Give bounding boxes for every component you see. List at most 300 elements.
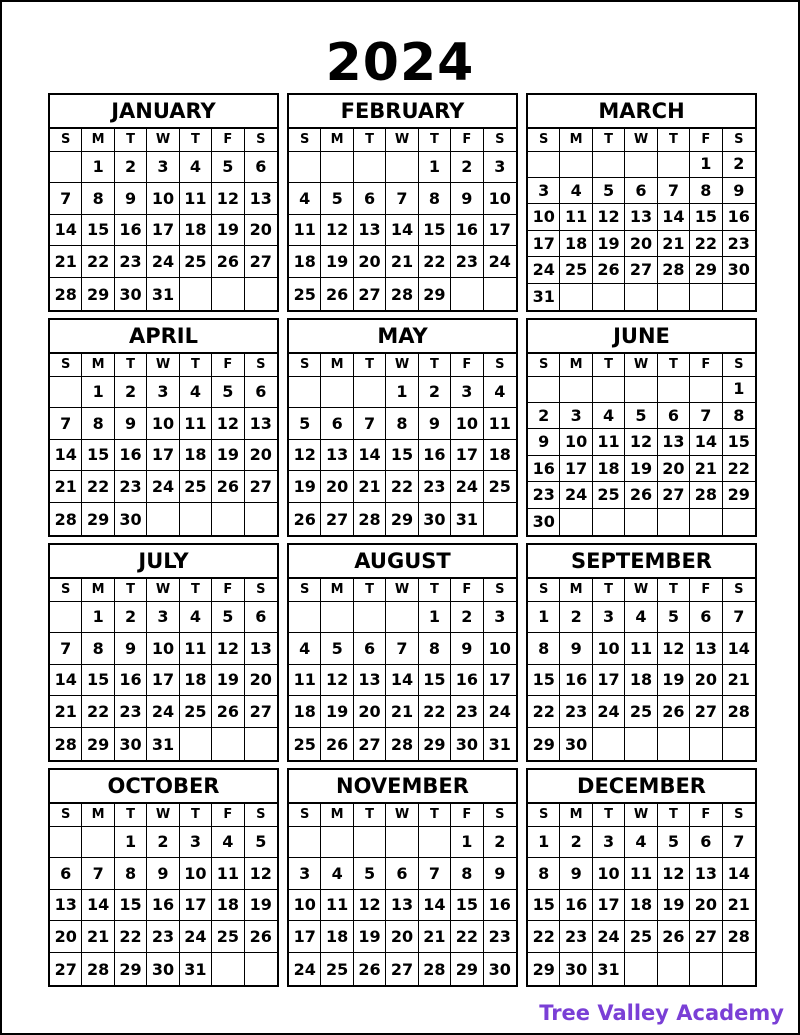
- weekday-header: S: [528, 804, 560, 827]
- month-december: [526, 768, 757, 987]
- day-cell: 13: [625, 204, 657, 231]
- month-august: [287, 543, 518, 762]
- month-calendar-grid: [528, 129, 755, 310]
- weekday-header: T: [180, 129, 212, 152]
- day-cell: 9: [484, 858, 516, 890]
- day-cell: 14: [386, 665, 418, 697]
- day-cell: 8: [419, 633, 451, 665]
- weekday-header: T: [593, 804, 625, 827]
- day-cell: 18: [212, 890, 244, 922]
- month-name: AUGUST: [289, 545, 516, 579]
- empty-day-cell: [625, 509, 657, 536]
- day-cell: 7: [723, 601, 755, 633]
- weekday-header: T: [115, 354, 147, 377]
- day-cell: 23: [115, 696, 147, 728]
- day-cell: 20: [245, 665, 277, 697]
- empty-day-cell: [560, 376, 592, 403]
- month-calendar-grid: [289, 354, 516, 535]
- month-calendar-grid: [50, 129, 277, 310]
- day-cell: 15: [386, 440, 418, 472]
- day-cell: 3: [593, 601, 625, 633]
- weekday-header: T: [593, 129, 625, 152]
- empty-day-cell: [212, 278, 244, 310]
- day-cell: 20: [321, 471, 353, 503]
- day-cell: 17: [560, 456, 592, 483]
- day-cell: 15: [82, 665, 114, 697]
- day-cell: 16: [484, 890, 516, 922]
- empty-day-cell: [593, 509, 625, 536]
- day-cell: 25: [625, 696, 657, 728]
- month-name: MARCH: [528, 95, 755, 129]
- empty-day-cell: [451, 278, 483, 310]
- day-cell: 10: [484, 633, 516, 665]
- day-cell: 24: [147, 696, 179, 728]
- weekday-header: W: [147, 804, 179, 827]
- day-cell: 28: [419, 953, 451, 985]
- day-cell: 8: [82, 183, 114, 215]
- empty-day-cell: [723, 284, 755, 311]
- day-cell: 28: [50, 278, 82, 310]
- weekday-header: F: [212, 129, 244, 152]
- day-cell: 20: [690, 665, 722, 697]
- day-cell: 3: [484, 151, 516, 183]
- day-cell: 28: [386, 278, 418, 310]
- day-cell: 24: [484, 696, 516, 728]
- empty-day-cell: [289, 151, 321, 183]
- day-cell: 24: [180, 921, 212, 953]
- day-cell: 12: [245, 858, 277, 890]
- day-cell: 20: [690, 890, 722, 922]
- day-cell: 10: [147, 183, 179, 215]
- day-cell: 27: [690, 696, 722, 728]
- day-cell: 3: [147, 151, 179, 183]
- day-cell: 25: [484, 471, 516, 503]
- day-cell: 3: [560, 403, 592, 430]
- month-july: [48, 543, 279, 762]
- weekday-header: W: [386, 804, 418, 827]
- day-cell: 22: [115, 921, 147, 953]
- day-cell: 21: [50, 471, 82, 503]
- day-cell: 29: [115, 953, 147, 985]
- month-calendar-grid: [50, 579, 277, 760]
- day-cell: 7: [658, 178, 690, 205]
- day-cell: 22: [690, 231, 722, 258]
- weekday-header: W: [625, 129, 657, 152]
- empty-day-cell: [245, 728, 277, 760]
- day-cell: 7: [354, 408, 386, 440]
- day-cell: 11: [180, 633, 212, 665]
- day-cell: 19: [658, 665, 690, 697]
- day-cell: 9: [528, 429, 560, 456]
- weekday-header: T: [354, 354, 386, 377]
- weekday-header: T: [419, 579, 451, 602]
- empty-day-cell: [658, 509, 690, 536]
- weekday-header: W: [386, 129, 418, 152]
- empty-day-cell: [289, 826, 321, 858]
- day-cell: 10: [484, 183, 516, 215]
- day-cell: 17: [180, 890, 212, 922]
- day-cell: 13: [50, 890, 82, 922]
- day-cell: 4: [321, 858, 353, 890]
- day-cell: 25: [289, 728, 321, 760]
- day-cell: 6: [245, 601, 277, 633]
- day-cell: 17: [147, 440, 179, 472]
- day-cell: 10: [180, 858, 212, 890]
- empty-day-cell: [658, 151, 690, 178]
- month-calendar-grid: [289, 804, 516, 985]
- empty-day-cell: [321, 826, 353, 858]
- empty-day-cell: [625, 953, 657, 985]
- day-cell: 5: [245, 826, 277, 858]
- weekday-header: W: [147, 129, 179, 152]
- month-september: [526, 543, 757, 762]
- month-name: JANUARY: [50, 95, 277, 129]
- weekday-header: T: [658, 354, 690, 377]
- weekday-header: M: [321, 354, 353, 377]
- day-cell: 3: [147, 601, 179, 633]
- empty-day-cell: [289, 601, 321, 633]
- day-cell: 14: [419, 890, 451, 922]
- day-cell: 2: [560, 826, 592, 858]
- day-cell: 27: [245, 246, 277, 278]
- day-cell: 14: [658, 204, 690, 231]
- day-cell: 25: [625, 921, 657, 953]
- month-calendar-grid: [50, 354, 277, 535]
- month-may: [287, 318, 518, 537]
- weekday-header: M: [321, 804, 353, 827]
- day-cell: 20: [386, 921, 418, 953]
- empty-day-cell: [723, 953, 755, 985]
- month-name: JUNE: [528, 320, 755, 354]
- day-cell: 2: [723, 151, 755, 178]
- weekday-header: M: [560, 354, 592, 377]
- weekday-header: S: [289, 579, 321, 602]
- day-cell: 21: [723, 665, 755, 697]
- empty-day-cell: [386, 601, 418, 633]
- day-cell: 7: [419, 858, 451, 890]
- day-cell: 30: [560, 728, 592, 760]
- day-cell: 21: [82, 921, 114, 953]
- day-cell: 5: [321, 183, 353, 215]
- day-cell: 13: [245, 183, 277, 215]
- day-cell: 16: [723, 204, 755, 231]
- day-cell: 13: [321, 440, 353, 472]
- weekday-header: M: [560, 579, 592, 602]
- day-cell: 15: [528, 890, 560, 922]
- day-cell: 8: [386, 408, 418, 440]
- day-cell: 2: [419, 376, 451, 408]
- day-cell: 25: [180, 696, 212, 728]
- weekday-header: W: [386, 579, 418, 602]
- day-cell: 2: [528, 403, 560, 430]
- day-cell: 19: [245, 890, 277, 922]
- day-cell: 17: [593, 665, 625, 697]
- day-cell: 22: [528, 696, 560, 728]
- empty-day-cell: [484, 503, 516, 535]
- day-cell: 11: [180, 408, 212, 440]
- month-october: [48, 768, 279, 987]
- footer-brand: Tree Valley Academy: [539, 1001, 784, 1025]
- day-cell: 14: [690, 429, 722, 456]
- day-cell: 19: [212, 665, 244, 697]
- weekday-header: F: [451, 804, 483, 827]
- day-cell: 11: [625, 858, 657, 890]
- day-cell: 21: [690, 456, 722, 483]
- day-cell: 27: [354, 728, 386, 760]
- weekday-header: T: [593, 354, 625, 377]
- empty-day-cell: [593, 151, 625, 178]
- day-cell: 12: [658, 858, 690, 890]
- day-cell: 4: [180, 151, 212, 183]
- empty-day-cell: [386, 826, 418, 858]
- empty-day-cell: [321, 376, 353, 408]
- day-cell: 25: [560, 257, 592, 284]
- day-cell: 10: [147, 633, 179, 665]
- month-april: [48, 318, 279, 537]
- month-february: [287, 93, 518, 312]
- day-cell: 1: [528, 826, 560, 858]
- day-cell: 16: [115, 665, 147, 697]
- day-cell: 23: [528, 482, 560, 509]
- day-cell: 9: [147, 858, 179, 890]
- empty-day-cell: [690, 728, 722, 760]
- day-cell: 20: [50, 921, 82, 953]
- day-cell: 1: [82, 376, 114, 408]
- empty-day-cell: [321, 601, 353, 633]
- day-cell: 10: [560, 429, 592, 456]
- day-cell: 24: [528, 257, 560, 284]
- weekday-header: F: [451, 129, 483, 152]
- day-cell: 18: [289, 246, 321, 278]
- weekday-header: T: [180, 804, 212, 827]
- empty-day-cell: [147, 503, 179, 535]
- empty-day-cell: [560, 509, 592, 536]
- day-cell: 26: [658, 696, 690, 728]
- day-cell: 22: [82, 246, 114, 278]
- day-cell: 6: [386, 858, 418, 890]
- day-cell: 13: [354, 665, 386, 697]
- weekday-header: T: [419, 129, 451, 152]
- empty-day-cell: [50, 601, 82, 633]
- day-cell: 24: [289, 953, 321, 985]
- weekday-header: T: [658, 129, 690, 152]
- day-cell: 27: [625, 257, 657, 284]
- empty-day-cell: [180, 503, 212, 535]
- empty-day-cell: [180, 728, 212, 760]
- day-cell: 30: [723, 257, 755, 284]
- day-cell: 29: [419, 728, 451, 760]
- month-march: [526, 93, 757, 312]
- empty-day-cell: [245, 503, 277, 535]
- day-cell: 30: [147, 953, 179, 985]
- weekday-header: W: [625, 804, 657, 827]
- day-cell: 8: [690, 178, 722, 205]
- day-cell: 3: [484, 601, 516, 633]
- day-cell: 28: [82, 953, 114, 985]
- day-cell: 19: [321, 246, 353, 278]
- day-cell: 18: [484, 440, 516, 472]
- day-cell: 17: [484, 665, 516, 697]
- day-cell: 6: [625, 178, 657, 205]
- day-cell: 2: [451, 151, 483, 183]
- day-cell: 2: [484, 826, 516, 858]
- day-cell: 8: [115, 858, 147, 890]
- day-cell: 14: [82, 890, 114, 922]
- empty-day-cell: [690, 284, 722, 311]
- year-title: 2024: [325, 33, 475, 93]
- day-cell: 31: [451, 503, 483, 535]
- day-cell: 28: [50, 503, 82, 535]
- day-cell: 6: [245, 151, 277, 183]
- day-cell: 29: [82, 728, 114, 760]
- day-cell: 3: [593, 826, 625, 858]
- day-cell: 23: [451, 246, 483, 278]
- day-cell: 29: [723, 482, 755, 509]
- day-cell: 31: [593, 953, 625, 985]
- day-cell: 23: [484, 921, 516, 953]
- empty-day-cell: [82, 826, 114, 858]
- day-cell: 27: [50, 953, 82, 985]
- day-cell: 15: [419, 215, 451, 247]
- day-cell: 2: [115, 151, 147, 183]
- day-cell: 31: [147, 278, 179, 310]
- day-cell: 27: [321, 503, 353, 535]
- day-cell: 6: [690, 601, 722, 633]
- day-cell: 13: [690, 633, 722, 665]
- empty-day-cell: [528, 376, 560, 403]
- day-cell: 14: [354, 440, 386, 472]
- weekday-header: F: [212, 804, 244, 827]
- empty-day-cell: [50, 376, 82, 408]
- weekday-header: F: [690, 579, 722, 602]
- day-cell: 8: [82, 633, 114, 665]
- weekday-header: S: [50, 354, 82, 377]
- day-cell: 31: [488, 734, 511, 754]
- day-cell: 21: [354, 471, 386, 503]
- empty-day-cell: [354, 601, 386, 633]
- day-cell: 10: [451, 408, 483, 440]
- day-cell: 20: [658, 456, 690, 483]
- months-grid: [48, 93, 757, 987]
- day-cell: 4: [484, 376, 516, 408]
- day-cell: 25: [212, 921, 244, 953]
- month-name: SEPTEMBER: [528, 545, 755, 579]
- weekday-header: M: [560, 804, 592, 827]
- day-cell: 30: [115, 503, 147, 535]
- day-cell: 25: [289, 278, 321, 310]
- empty-day-cell: [658, 376, 690, 403]
- day-cell: 4: [625, 826, 657, 858]
- day-cell: 23: [147, 921, 179, 953]
- day-cell: 24: [593, 921, 625, 953]
- weekday-header: S: [528, 579, 560, 602]
- empty-day-cell: [658, 728, 690, 760]
- day-cell: 19: [658, 890, 690, 922]
- weekday-header: T: [115, 804, 147, 827]
- empty-day-cell: [50, 826, 82, 858]
- day-cell: 21: [658, 231, 690, 258]
- weekday-header: W: [147, 354, 179, 377]
- day-cell: 6: [354, 183, 386, 215]
- day-cell: 2: [560, 601, 592, 633]
- empty-day-cell: [180, 278, 212, 310]
- day-cell: 26: [321, 728, 353, 760]
- day-cell: 21: [50, 246, 82, 278]
- day-cell: 1: [451, 826, 483, 858]
- day-cell: 30: [488, 959, 511, 979]
- day-cell: 17: [484, 215, 516, 247]
- day-cell: 28: [658, 257, 690, 284]
- day-cell: 28: [386, 728, 418, 760]
- day-cell: 19: [321, 696, 353, 728]
- day-cell: 17: [147, 215, 179, 247]
- empty-day-cell: [321, 151, 353, 183]
- day-cell: 15: [419, 665, 451, 697]
- day-cell: 15: [115, 890, 147, 922]
- day-cell: 5: [212, 151, 244, 183]
- month-calendar-grid: [289, 129, 516, 310]
- day-cell: 4: [180, 601, 212, 633]
- day-cell: 6: [354, 633, 386, 665]
- day-cell: 5: [289, 408, 321, 440]
- weekday-header: F: [212, 579, 244, 602]
- empty-day-cell: [723, 728, 755, 760]
- day-cell: 10: [147, 408, 179, 440]
- day-cell: 8: [528, 858, 560, 890]
- weekday-header: M: [82, 579, 114, 602]
- weekday-header: T: [419, 804, 451, 827]
- weekday-header: S: [723, 804, 755, 827]
- day-cell: 12: [212, 183, 244, 215]
- day-cell: 11: [484, 408, 516, 440]
- weekday-header: S: [289, 804, 321, 827]
- day-cell: 14: [50, 215, 82, 247]
- weekday-header: S: [723, 129, 755, 152]
- day-cell: 4: [560, 178, 592, 205]
- day-cell: 11: [289, 665, 321, 697]
- empty-day-cell: [386, 151, 418, 183]
- day-cell: 10: [593, 633, 625, 665]
- day-cell: 30: [451, 728, 483, 760]
- weekday-header: T: [419, 354, 451, 377]
- day-cell: 12: [212, 633, 244, 665]
- weekday-header: S: [245, 804, 277, 827]
- day-cell: 25: [180, 471, 212, 503]
- day-cell: 13: [658, 429, 690, 456]
- weekday-header: F: [690, 354, 722, 377]
- month-calendar-grid: [528, 354, 755, 535]
- month-name: NOVEMBER: [289, 770, 516, 804]
- day-cell: 7: [690, 403, 722, 430]
- day-cell: 16: [419, 440, 451, 472]
- weekday-header: W: [147, 579, 179, 602]
- weekday-header: S: [245, 129, 277, 152]
- day-cell: 9: [115, 183, 147, 215]
- day-cell: 8: [528, 633, 560, 665]
- day-cell: 10: [528, 204, 560, 231]
- day-cell: 23: [560, 921, 592, 953]
- empty-day-cell: [212, 503, 244, 535]
- weekday-header: S: [723, 579, 755, 602]
- day-cell: 17: [528, 231, 560, 258]
- day-cell: 18: [180, 440, 212, 472]
- day-cell: 22: [451, 921, 483, 953]
- day-cell: 27: [354, 278, 386, 310]
- day-cell: 15: [528, 665, 560, 697]
- day-cell: 6: [245, 376, 277, 408]
- empty-day-cell: [690, 953, 722, 985]
- day-cell: 4: [625, 601, 657, 633]
